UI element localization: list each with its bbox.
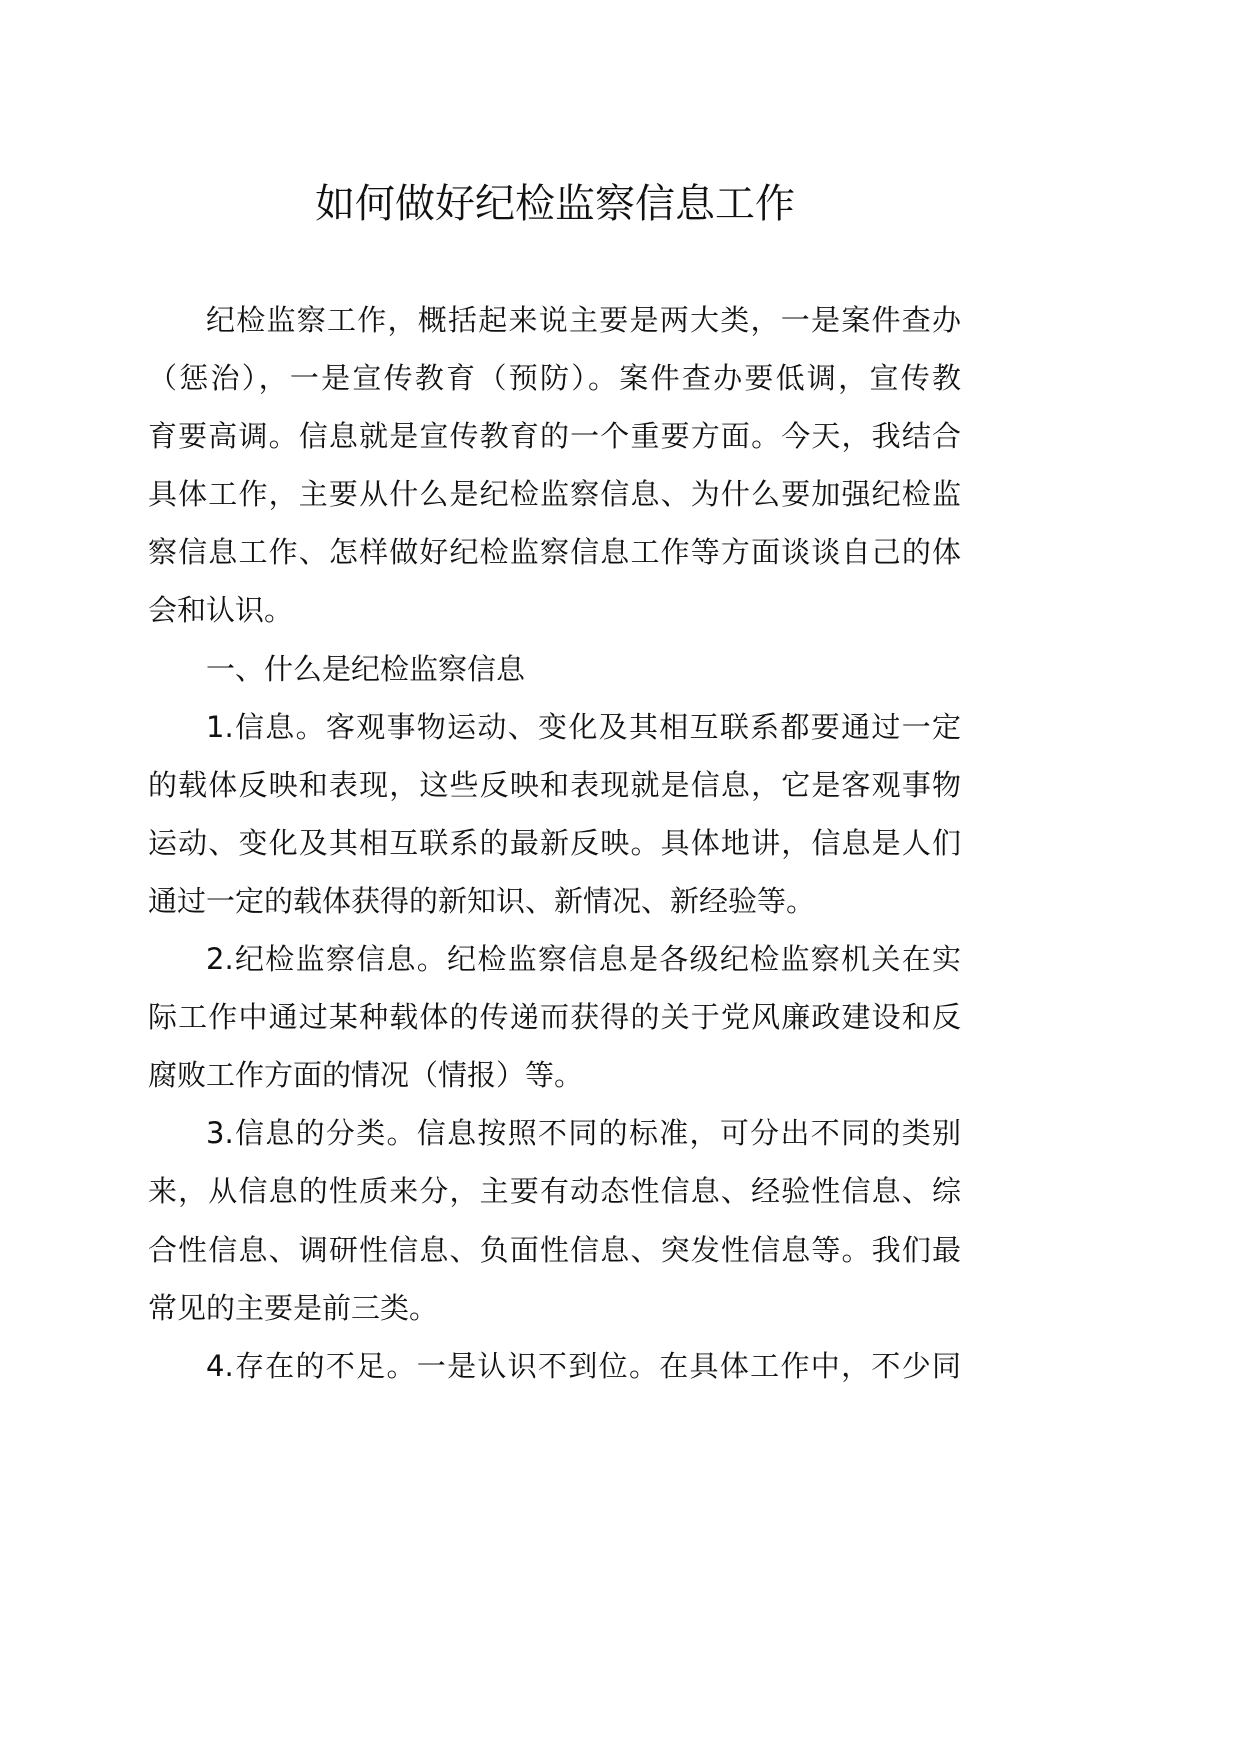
- text-line: 通过一定的载体获得的新知识、新情况、新经验等。: [148, 883, 816, 918]
- text-line: 的载体反映和表现，这些反映和表现就是信息，它是客观事物: [148, 767, 961, 802]
- text-line: 一、什么是纪检监察信息: [206, 651, 526, 686]
- paragraph: [148, 1337, 961, 1395]
- section-heading: [148, 640, 961, 698]
- document-body: [148, 291, 961, 1395]
- text-line: 际工作中通过某种载体的传递而获得的关于党风廉政建设和反: [148, 1000, 961, 1035]
- text-line: （惩治），一是宣传教育（预防）。案件查办要低调，宣传教: [148, 361, 961, 396]
- text-line: 4.存在的不足。一是认识不到位。在具体工作中，不少同: [206, 1348, 961, 1383]
- paragraph: [148, 291, 961, 640]
- text-line: 具体工作，主要从什么是纪检监察信息、为什么要加强纪检监: [148, 477, 961, 512]
- paragraph: [148, 1104, 961, 1336]
- text-line: 3.信息的分类。信息按照不同的标准，可分出不同的类别: [206, 1116, 961, 1151]
- text-line: 纪检监察工作，概括起来说主要是两大类，一是案件查办: [206, 303, 961, 337]
- text-line: 会和认识。: [148, 593, 294, 628]
- document-title: 如何做好纪检监察信息工作: [315, 181, 795, 227]
- text-line: 育要高调。信息就是宣传教育的一个重要方面。今天，我结合: [148, 419, 961, 454]
- text-line: 察信息工作、怎样做好纪检监察信息工作等方面谈谈自己的体: [148, 535, 961, 570]
- text-line: 腐败工作方面的情况（情报）等。: [148, 1058, 584, 1093]
- text-line: 2.纪检监察信息。纪检监察信息是各级纪检监察机关在实: [206, 942, 961, 977]
- text-line: 合性信息、调研性信息、负面性信息、突发性信息等。我们最: [148, 1232, 961, 1267]
- text-line: 1.信息。客观事物运动、变化及其相互联系都要通过一定: [206, 709, 961, 744]
- paragraph: [148, 698, 961, 930]
- text-line: 运动、变化及其相互联系的最新反映。具体地讲，信息是人们: [148, 825, 961, 860]
- text-line: 常见的主要是前三类。: [148, 1290, 439, 1325]
- paragraph: [148, 930, 961, 1104]
- text-line: 来，从信息的性质来分，主要有动态性信息、经验性信息、综: [148, 1174, 961, 1209]
